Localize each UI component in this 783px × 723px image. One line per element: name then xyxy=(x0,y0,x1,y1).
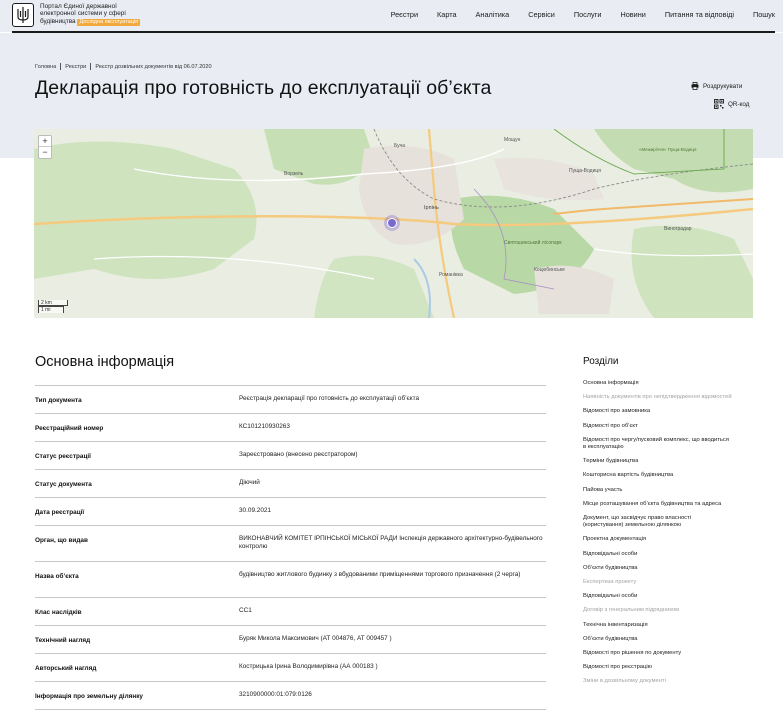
row-value: 3210900000:01:079:0126 xyxy=(239,691,312,698)
section-link: Наявність документів про непідтвердження відомостей xyxy=(583,394,732,401)
nav-registries[interactable]: Реєстри xyxy=(390,10,419,19)
logo-line-1: Портал Єдиної державної xyxy=(40,3,117,10)
main-info-title: Основна інформація xyxy=(35,354,175,370)
table-row xyxy=(35,598,546,626)
row-value: Буряк Микола Максимович (АТ 004876, АТ 009457 ) xyxy=(239,635,392,642)
row-label: Статус реєстрації xyxy=(35,453,91,460)
table-row xyxy=(35,386,546,414)
map-label-pushcha: Пуща-Водиця xyxy=(569,168,601,174)
trident-logo-icon[interactable] xyxy=(12,3,34,27)
map-label-sviatoshynskyi: Святошинський лісопарк xyxy=(504,240,562,246)
sections-title: Розділи xyxy=(583,356,619,367)
page-title: Декларація про готовність до експлуатації об’єкта xyxy=(35,77,492,99)
map-scale xyxy=(38,300,68,313)
map-label-moshchun: Мощун xyxy=(504,137,521,143)
table-row xyxy=(35,682,546,710)
row-label: Орган, що видав xyxy=(35,537,88,544)
logo-line-3: будівництва xyxy=(40,17,76,25)
section-link[interactable]: Відомості про реєстрацію xyxy=(583,664,652,671)
row-label: Авторський нагляд xyxy=(35,665,97,672)
beta-badge: Дослідна експлуатація xyxy=(79,18,139,25)
qr-code-label: QR-код xyxy=(728,100,750,108)
section-link[interactable]: Основна інформація xyxy=(583,380,639,386)
section-link[interactable]: Відомості про об’єкт xyxy=(583,422,638,429)
scale-mi: 1 mi xyxy=(38,306,64,313)
section-link[interactable]: Відповідальні особи xyxy=(583,593,638,600)
row-value: 30.09.2021 xyxy=(239,507,271,514)
printer-icon xyxy=(691,82,699,90)
section-link[interactable]: Проектна документація xyxy=(583,536,647,543)
nav-news[interactable]: Новини xyxy=(620,10,646,19)
section-link[interactable]: Пайова участь xyxy=(583,486,623,493)
table-row xyxy=(35,626,546,654)
section-link: Зміни в дозвільному документі xyxy=(583,678,666,685)
row-label: Тип документа xyxy=(35,397,82,404)
row-value: СС1 xyxy=(239,607,252,614)
breadcrumb-current[interactable]: Реєстр дозвільних документів від 06.07.2020 xyxy=(95,63,212,70)
map-zoom-control xyxy=(38,135,52,159)
section-link[interactable]: Відомості про рішення по документу xyxy=(583,650,682,657)
section-link[interactable]: Об’єкти будівництва xyxy=(583,564,638,571)
row-value: Реєстрація декларації про готовність до експлуатації об’єкта xyxy=(239,395,420,402)
section-link: Договір з генеральним підрядником xyxy=(583,607,680,614)
zoom-out-button[interactable]: − xyxy=(42,147,48,157)
top-header xyxy=(0,0,783,32)
section-link[interactable]: Документ, що засвідчує право власності (користування) земельною ділянкою xyxy=(583,515,692,529)
logo-line-2: електронної системи у сфері xyxy=(40,10,126,18)
section-link[interactable]: Відомості про замовника xyxy=(583,408,651,415)
row-label: Інформація про земельну ділянку xyxy=(35,693,143,700)
map-canvas xyxy=(34,129,753,318)
table-row xyxy=(35,654,546,682)
section-link[interactable]: Об’єкти будівництва xyxy=(583,635,638,642)
main-nav xyxy=(372,10,775,19)
map-label-kotsiubynske: Коцюбинське xyxy=(534,267,565,273)
section-link[interactable]: Місце розташування об’єкта будівництва та адреса xyxy=(583,500,722,507)
row-value: КС101210930263 xyxy=(239,423,290,430)
table-row xyxy=(35,562,546,598)
print-button[interactable] xyxy=(691,82,742,90)
map-label-vorzel: Ворзель xyxy=(284,171,304,177)
breadcrumb-separator xyxy=(60,63,61,70)
row-value: будівництво житлового будинку з вбудованими приміщеннями торгового призначення (2 черга) xyxy=(239,571,521,578)
map-label-irpin: Ірпінь xyxy=(424,205,439,211)
row-label: Назва об’єкта xyxy=(35,573,79,580)
breadcrumb-home[interactable]: Головна xyxy=(35,63,57,70)
section-link[interactable]: Відомості про чергу/пусковий комплекс, що вводиться в експлуатацію xyxy=(583,436,729,451)
zoom-in-button[interactable]: + xyxy=(39,136,51,147)
row-label: Статус документа xyxy=(35,481,92,488)
breadcrumb-registries[interactable]: Реєстри xyxy=(65,63,87,70)
section-link[interactable]: Кошторисна вартість будівництва xyxy=(583,472,674,479)
portal-name[interactable] xyxy=(40,3,160,26)
nav-map[interactable]: Карта xyxy=(437,10,457,19)
row-value: ВИКОНАВЧИЙ КОМІТЕТ ІРПІНСЬКОЇ МІСЬКОЇ РАДИ Інспекція державного архітектурно-будівельного контролю xyxy=(239,535,543,550)
map-label-bucha: Буча xyxy=(394,143,406,149)
main-info-table xyxy=(35,385,546,710)
table-row xyxy=(35,414,546,442)
map-label-romanivka: Романівка xyxy=(439,272,463,278)
location-map[interactable] xyxy=(34,129,753,318)
row-value: Кострицька Ірина Володимирівна (АА 000183 ) xyxy=(239,663,378,670)
row-value: Діючий xyxy=(239,479,260,486)
row-value: Зареєстровано (внесено реєстратором) xyxy=(239,451,358,458)
table-row xyxy=(35,442,546,470)
table-row xyxy=(35,470,546,498)
scale-km: 2 km xyxy=(38,300,68,306)
map-label-mezhyrichne: «Межиріччя» Пуща-Водиця xyxy=(639,147,697,152)
qr-code-icon xyxy=(714,99,724,109)
nav-services[interactable]: Сервіси xyxy=(528,10,555,19)
map-label-vynohradar: Виноградар xyxy=(664,226,692,232)
sections-nav xyxy=(583,380,733,693)
table-row xyxy=(35,498,546,526)
table-row xyxy=(35,526,546,562)
row-label: Клас наслідків xyxy=(35,609,82,616)
breadcrumb-separator xyxy=(90,63,91,70)
row-label: Реєстраційний номер xyxy=(35,425,104,432)
nav-public-services[interactable]: Послуги xyxy=(573,10,602,19)
nav-analytics[interactable]: Аналітика xyxy=(475,10,510,19)
breadcrumb xyxy=(35,63,212,70)
row-label: Дата реєстрації xyxy=(35,509,85,516)
section-link: Експертиза проекту xyxy=(583,579,637,586)
nav-search[interactable]: Пошук xyxy=(753,10,775,19)
qr-code-button[interactable] xyxy=(714,99,749,109)
row-label: Технічний нагляд xyxy=(35,637,91,644)
nav-faq[interactable]: Питання та відповіді xyxy=(664,10,734,19)
section-link[interactable]: Технічна інвентаризація xyxy=(583,621,648,628)
section-link[interactable]: Терміни будівництва xyxy=(583,458,639,465)
section-link[interactable]: Відповідальні особи xyxy=(583,550,638,557)
location-marker-dot xyxy=(388,219,397,228)
print-label: Роздрукувати xyxy=(703,82,743,90)
